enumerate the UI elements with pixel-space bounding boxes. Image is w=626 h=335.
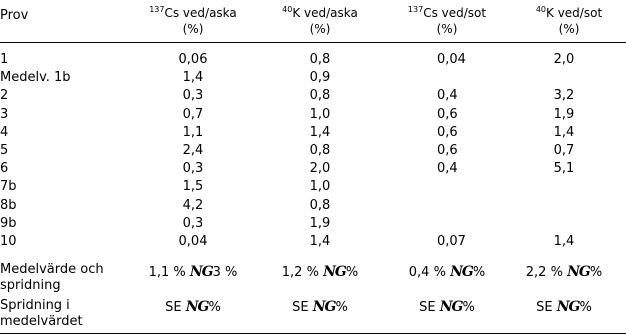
cell-value: 0,4 [437,88,458,103]
mean-value-post: % [345,265,359,280]
mean-value [128,264,258,281]
se-value [128,299,258,316]
cell-value: 1,9 [553,107,575,122]
mean-value-pre: 2,2 % [525,265,563,280]
cell-value: 0,04 [437,52,466,67]
se-value-pre: SE [419,300,436,315]
mean-value-pre: 1,2 % [281,265,319,280]
se-label [0,298,83,330]
mean-value [382,264,512,281]
cell-value: 0,8 [309,88,331,103]
mean-label-line-2: spridning [0,278,61,293]
cell-value: 0,3 [182,216,204,231]
cell-prov: 4 [0,125,9,140]
cell-prov: 5 [0,143,9,158]
header-unit: (%) [436,22,458,36]
se-label-line-2: medelvärdet [0,314,83,329]
cell-value: 1,4 [309,125,331,140]
cell-prov: 1 [0,52,9,67]
bottom-rule [0,333,626,334]
cell-prov: 6 [0,161,9,176]
cell-value: 4,2 [182,198,204,213]
se-value-post: % [208,300,221,315]
header-sup: 137 [407,5,424,14]
se-value [255,299,385,316]
cell-value: 0,8 [309,143,331,158]
header-sup: 40 [282,5,293,14]
cell-value: 0,3 [182,88,204,103]
se-value-post: % [579,300,592,315]
se-value-pre: SE [292,300,309,315]
cell-prov: 2 [0,88,9,103]
symbol-glyph: NG [567,264,590,280]
mean-label [0,262,104,294]
symbol-glyph: NG [312,299,336,315]
mean-label-line-1: Medelvärde och [0,262,104,277]
cell-prov: 9b [0,216,17,231]
header-sup: 137 [149,5,165,14]
cell-value: 0,4 [437,161,458,176]
cell-value: 0,8 [309,52,331,67]
cell-value: 2,4 [182,143,204,158]
header-label: K ved/aska [292,6,358,20]
cell-value: 0,8 [309,198,331,213]
cell-value: 0,3 [182,161,204,176]
mean-value [255,264,385,281]
cell-value: 0,6 [437,107,458,122]
mean-value-post: 3 % [212,265,238,280]
cell-value: 2,0 [309,161,331,176]
mean-value-pre: 0,4 % [408,265,446,280]
mean-value-post: % [472,265,486,280]
cell-value: 0,6 [437,125,458,140]
header-unit: (%) [309,22,331,36]
symbol-glyph: NG [556,299,580,315]
header-sup: 40 [535,5,547,14]
header-k-ved-aska [255,5,385,37]
symbol-glyph: NG [439,299,463,315]
cell-value: 3,2 [553,88,575,103]
cell-value: 0,7 [182,107,204,122]
header-rule [0,42,626,43]
header-unit: (%) [182,22,204,36]
se-value [382,299,512,316]
cell-value: 5,1 [553,161,575,176]
header-k-ved-sot [505,5,626,37]
cell-prov: 7b [0,179,17,194]
cell-value: 1,4 [182,70,204,85]
header-label: Cs ved/sot [423,6,487,20]
cell-value: 1,4 [553,234,575,249]
cell-value: 1,4 [309,234,331,249]
cell-prov: 8b [0,198,17,213]
mean-value-pre: 1,1 % [148,265,186,280]
cell-value: 0,06 [178,52,208,67]
se-value-post: % [335,300,348,315]
cell-value: 0,6 [437,143,458,158]
cell-value: 0,7 [553,143,575,158]
symbol-glyph: NG [185,299,209,315]
header-cs-ved-sot [382,5,512,37]
cell-value: 0,04 [178,234,208,249]
symbol-glyph: NG [189,264,213,280]
cell-prov: 3 [0,107,9,122]
symbol-glyph: NG [450,264,473,280]
header-unit: (%) [558,22,580,36]
header-prov: Prov [0,8,29,23]
cell-value: 1,9 [309,216,331,231]
cell-value: 1,5 [182,179,204,194]
cell-value: 1,4 [553,125,575,140]
se-value-pre: SE [536,300,553,315]
se-label-line-1: Spridning i [0,298,70,313]
header-label: K ved/sot [546,6,603,20]
cell-value: 0,07 [437,234,466,249]
cell-prov: Medelv. 1b [0,70,71,85]
cell-value: 1,0 [309,179,331,194]
cell-prov: 10 [0,234,17,249]
header-label: Cs ved/aska [164,6,237,20]
cell-value: 0,9 [309,70,331,85]
symbol-glyph: NG [323,264,346,280]
se-value [502,299,626,316]
se-value-pre: SE [165,300,182,315]
se-value-post: % [462,300,475,315]
cell-value: 1,1 [182,125,204,140]
header-cs-ved-aska [128,5,258,37]
mean-value [502,264,626,281]
mean-value-post: % [589,265,603,280]
cell-value: 2,0 [553,52,575,67]
cell-value: 1,0 [309,107,331,122]
